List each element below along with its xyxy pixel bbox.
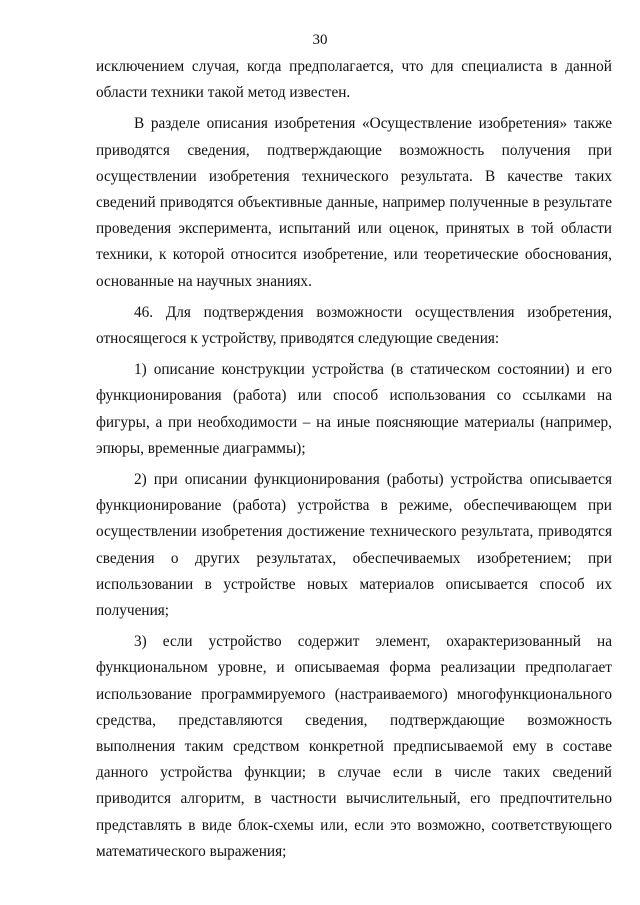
paragraph-continuation: исключением случая, когда предполагается, что для специалиста в данной области техники такой метод известен.: [96, 58, 612, 102]
paragraph-implementation-section: В разделе описания изобретения «Осуществление изобретения» также приводятся сведения, подтверждающие возможность получения при осуществлении изобретения технического результата. В качестве таких сведений приводятся объективные данные, например полученные в результате проведения эксперимента, испытаний или оценок, принятых в той области техники, к которой относится изобретение, или теоретические обоснования, основанные на научных знаниях.: [96, 115, 612, 290]
list-item-2: 2) при описании функционирования (работы) устройства описывается функционирование (работа) устройства в режиме, обеспечивающем при осуществлении изобретения достижение технического результата, приводятся сведения о других результатах, обеспечиваемых изобретением; при использовании в устройстве новых материалов описывается способ их получения;: [96, 471, 612, 620]
list-item-1: 1) описание конструкции устройства (в статическом состоянии) и его функционирования (работа) или способ использования со ссылками на фигуры, а при необходимости – на иные поясняющие материалы (например, эпюры, временные диаграммы);: [96, 361, 612, 457]
page-number: 30: [312, 32, 328, 48]
page-body: [96, 54, 612, 870]
paragraph-clause-46: 46. Для подтверждения возможности осуществления изобретения, относящегося к устройству, приводятся следующие сведения:: [96, 303, 612, 348]
list-item-3: 3) если устройство содержит элемент, охарактеризованный на функциональном уровне, и описываемая форма реализации предполагает использование программируемого (настраиваемого) многофункционального средства, представляются сведения, подтверждающие возможность выполнения таким средством конкретной предписываемой ему в составе данного устройства функции; в случае если в числе таких сведений приводится алгоритм, в частности вычислительный, его предпочтительно представлять в виде блок-схемы или, если это возможно, соответствующего математического выражения;: [96, 633, 612, 860]
